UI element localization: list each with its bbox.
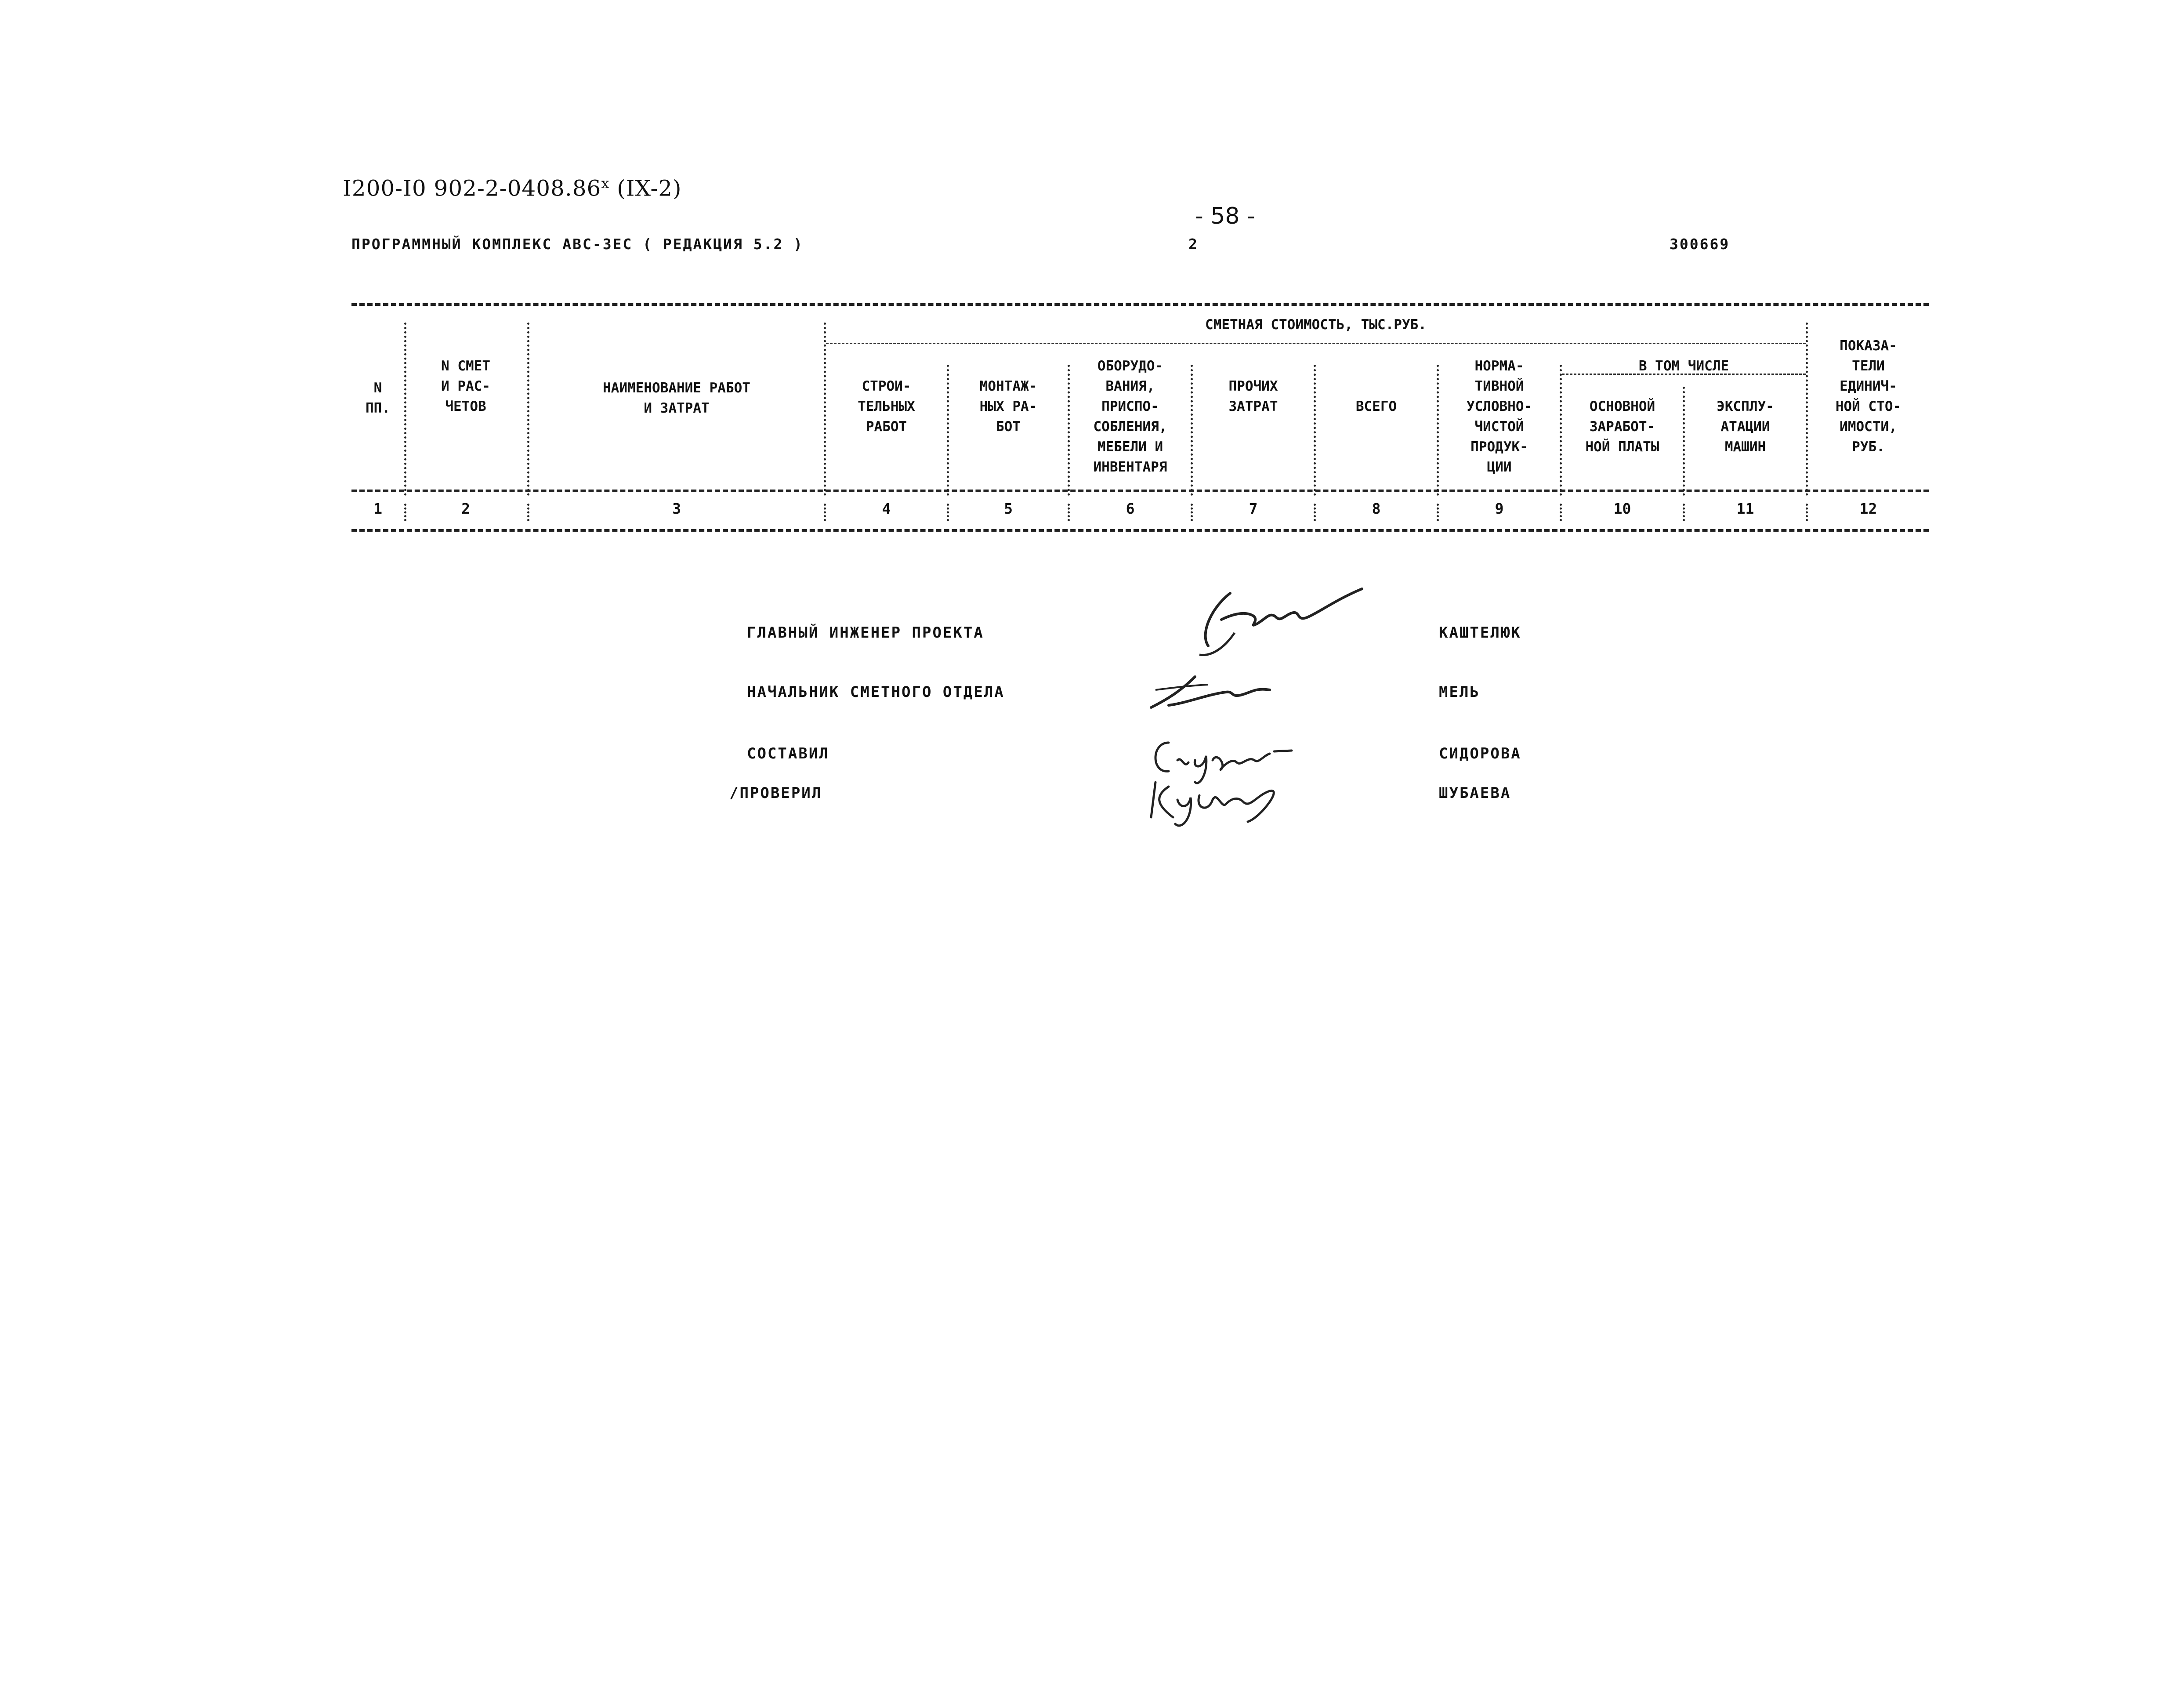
document-code: I200-I0 902-2-0408.86$^x$ (IX-2) [343, 175, 682, 201]
signature-name: ШУБАЕВА [1439, 784, 1511, 802]
header-including: В ТОМ ЧИСЛЕ [1638, 358, 1729, 374]
table-top-rule [351, 303, 1929, 306]
col-sep [1437, 504, 1439, 521]
document-number: 300669 [1670, 236, 1730, 253]
signature-role: НАЧАЛЬНИК СМЕТНОГО ОТДЕЛА [747, 683, 1005, 701]
column-number: 3 [672, 500, 681, 517]
col-sep [824, 504, 826, 521]
header-estimated-cost: СМЕТНАЯ СТОИМОСТЬ, ТЫС.РУБ. [1205, 317, 1427, 333]
signature-name: СИДОРОВА [1439, 745, 1521, 762]
header-net-production: НОРМА- ТИВНОЙ УСЛОВНО- ЧИСТОЙ ПРОДУК- ЦИИ [1466, 358, 1532, 475]
column-number: 7 [1249, 500, 1258, 517]
header-base-wages: ОСНОВНОЙ ЗАРАБОТ- НОЙ ПЛАТЫ [1585, 399, 1659, 455]
estimate-table [351, 299, 1929, 536]
column-number: 10 [1613, 500, 1631, 517]
page-number: - 58 - [1195, 203, 1255, 229]
col-sep [947, 504, 949, 521]
column-number: 4 [882, 500, 891, 517]
column-number: 12 [1859, 500, 1877, 517]
signature-name: КАШТЕЛЮК [1439, 624, 1521, 642]
header-work-name: НАИМЕНОВАНИЕ РАБОТ И ЗАТРАТ [603, 380, 750, 416]
header-row-number: N ПП. [366, 380, 390, 416]
header-equipment: ОБОРУДО- ВАНИЯ, ПРИСПО- СОБЛЕНИЯ, МЕБЕЛИ И ИНВЕНТАРЯ [1093, 358, 1167, 475]
sheet-number: 2 [1188, 236, 1197, 253]
header-unit-cost: ПОКАЗА- ТЕЛИ ЕДИНИЧ- НОЙ СТО- ИМОСТИ, РУБ. [1835, 338, 1901, 455]
header-construction: СТРОИ- ТЕЛЬНЫХ РАБОТ [858, 378, 915, 435]
column-number: 8 [1372, 500, 1381, 517]
col-sep [1683, 504, 1685, 521]
program-title: ПРОГРАММНЫЙ КОМПЛЕКС АВС-3ЕС ( РЕДАКЦИЯ 5.2 ) [351, 236, 804, 253]
signature-name: МЕЛЬ [1439, 683, 1480, 701]
column-number: 1 [373, 500, 382, 517]
col-sep [1314, 504, 1316, 521]
column-number: 11 [1736, 500, 1754, 517]
group-sub-rule [826, 343, 1806, 344]
signature-role: /ПРОВЕРИЛ [729, 784, 822, 802]
col-sep [1314, 365, 1316, 496]
col-sep [404, 504, 406, 521]
header-other-costs: ПРОЧИХ ЗАТРАТ [1228, 378, 1278, 414]
col-sep [1068, 504, 1070, 521]
header-bottom-rule [351, 490, 1929, 492]
signature-department-head [1142, 664, 1283, 721]
col-sep [1560, 504, 1562, 521]
signature-role: ГЛАВНЫЙ ИНЖЕНЕР ПРОЕКТА [747, 624, 984, 642]
signature-chief-engineer [1182, 580, 1366, 668]
column-number: 9 [1495, 500, 1504, 517]
col-sep [1191, 504, 1193, 521]
table-bottom-rule [351, 529, 1929, 532]
column-number: 5 [1004, 500, 1013, 517]
col-sep [1806, 504, 1808, 521]
header-installation: МОНТАЖ- НЫХ РА- БОТ [979, 378, 1037, 435]
col-sep [527, 504, 529, 521]
header-total: ВСЕГО [1355, 399, 1397, 414]
header-machine-operation: ЭКСПЛУ- АТАЦИИ МАШИН [1717, 399, 1774, 455]
signature-checked-by [1138, 769, 1296, 835]
header-estimate-number: N СМЕТ И РАС- ЧЕТОВ [441, 358, 490, 414]
signature-role: СОСТАВИЛ [747, 745, 829, 762]
column-number: 6 [1126, 500, 1135, 517]
column-number: 2 [461, 500, 470, 517]
